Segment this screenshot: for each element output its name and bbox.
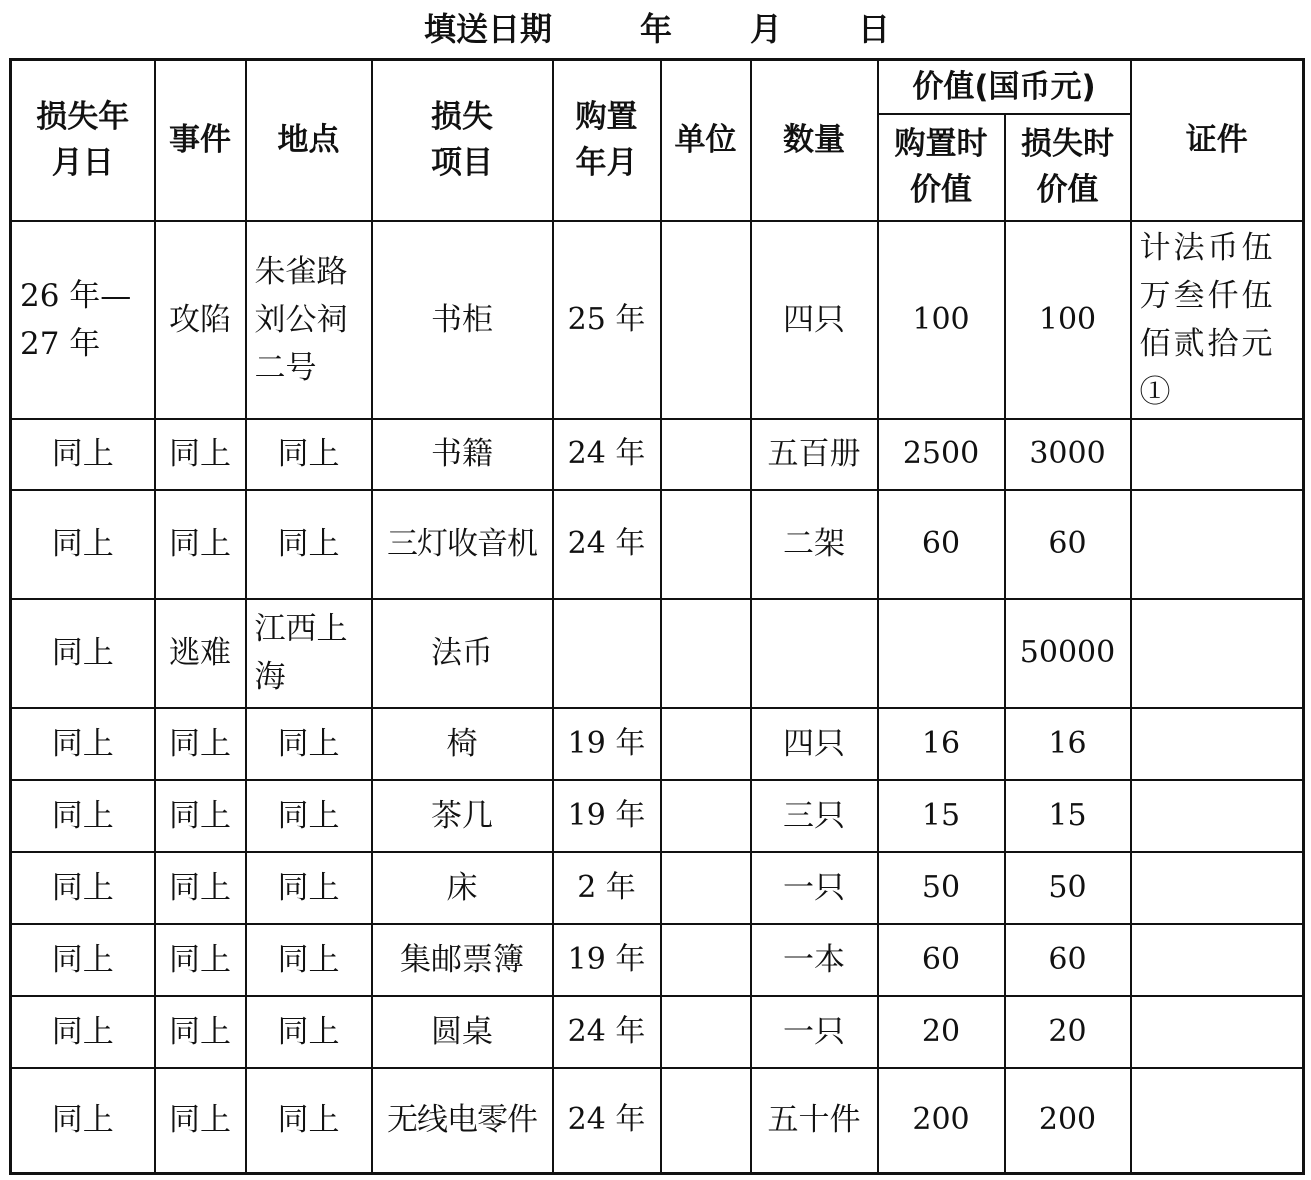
table-row — [11, 490, 1304, 599]
cell-item: 集邮票簿 — [372, 924, 553, 996]
cell-value-purchase: 60 — [878, 924, 1005, 996]
month-label: 月 — [750, 10, 783, 48]
cell-unit — [661, 599, 751, 708]
cell-quantity: 二架 — [751, 490, 878, 599]
cell-location: 同上 — [246, 996, 372, 1068]
cell-value-loss: 15 — [1005, 780, 1131, 852]
cell-location: 江西上海 — [246, 599, 372, 708]
cell-unit — [661, 924, 751, 996]
cell-unit — [661, 490, 751, 599]
cell-value-loss: 100 — [1005, 221, 1131, 419]
cell-value-purchase: 2500 — [878, 419, 1005, 490]
cell-item: 茶几 — [372, 780, 553, 852]
header-unit: 单位 — [661, 60, 751, 221]
cell-item: 法币 — [372, 599, 553, 708]
cell-loss-date: 26 年—27 年 — [11, 221, 155, 419]
cell-loss-date: 同上 — [11, 852, 155, 924]
cell-evidence — [1131, 1068, 1304, 1174]
table-row — [11, 852, 1304, 924]
cell-value-purchase: 60 — [878, 490, 1005, 599]
cell-evidence — [1131, 419, 1304, 490]
cell-quantity: 三只 — [751, 780, 878, 852]
cell-loss-date: 同上 — [11, 419, 155, 490]
property-loss-table — [9, 58, 1305, 1175]
day-label: 日 — [858, 10, 891, 48]
cell-value-loss: 60 — [1005, 490, 1131, 599]
cell-event: 同上 — [155, 996, 246, 1068]
cell-loss-date: 同上 — [11, 490, 155, 599]
cell-quantity: 一只 — [751, 996, 878, 1068]
header-location: 地点 — [246, 60, 372, 221]
cell-quantity: 四只 — [751, 221, 878, 419]
cell-value-purchase: 16 — [878, 708, 1005, 780]
cell-location: 同上 — [246, 780, 372, 852]
cell-purchase-date: 24 年 — [553, 1068, 661, 1174]
cell-loss-date: 同上 — [11, 780, 155, 852]
cell-location: 同上 — [246, 852, 372, 924]
header-purchase-date: 购置 年月 — [553, 60, 661, 221]
cell-value-loss: 60 — [1005, 924, 1131, 996]
cell-loss-date: 同上 — [11, 599, 155, 708]
table-row — [11, 780, 1304, 852]
cell-evidence — [1131, 780, 1304, 852]
header-value-at-loss: 损失时 价值 — [1005, 114, 1131, 221]
cell-unit — [661, 708, 751, 780]
table-row — [11, 708, 1304, 780]
cell-purchase-date: 24 年 — [553, 490, 661, 599]
cell-loss-date: 同上 — [11, 996, 155, 1068]
cell-quantity: 五十件 — [751, 1068, 878, 1174]
cell-value-loss: 50 — [1005, 852, 1131, 924]
cell-purchase-date: 19 年 — [553, 780, 661, 852]
cell-location: 同上 — [246, 419, 372, 490]
cell-event: 同上 — [155, 1068, 246, 1174]
cell-item: 床 — [372, 852, 553, 924]
cell-event: 攻陷 — [155, 221, 246, 419]
cell-evidence — [1131, 996, 1304, 1068]
cell-purchase-date: 25 年 — [553, 221, 661, 419]
cell-value-purchase — [878, 599, 1005, 708]
header-event: 事件 — [155, 60, 246, 221]
header-value-group: 价值(国币元) — [878, 60, 1131, 114]
cell-event: 同上 — [155, 924, 246, 996]
cell-value-loss: 3000 — [1005, 419, 1131, 490]
header-quantity: 数量 — [751, 60, 878, 221]
cell-event: 同上 — [155, 490, 246, 599]
cell-value-loss: 200 — [1005, 1068, 1131, 1174]
cell-evidence — [1131, 490, 1304, 599]
cell-purchase-date: 19 年 — [553, 708, 661, 780]
cell-unit — [661, 1068, 751, 1174]
cell-quantity: 一本 — [751, 924, 878, 996]
cell-event: 同上 — [155, 852, 246, 924]
cell-item: 椅 — [372, 708, 553, 780]
cell-evidence — [1131, 599, 1304, 708]
cell-item: 三灯收音机 — [372, 490, 553, 599]
cell-purchase-date: 19 年 — [553, 924, 661, 996]
cell-value-purchase: 100 — [878, 221, 1005, 419]
cell-item: 无线电零件 — [372, 1068, 553, 1174]
table-row — [11, 599, 1304, 708]
cell-unit — [661, 852, 751, 924]
cell-purchase-date: 24 年 — [553, 419, 661, 490]
cell-evidence — [1131, 924, 1304, 996]
header-loss-date: 损失年 月日 — [11, 60, 155, 221]
table-row — [11, 996, 1304, 1068]
cell-unit — [661, 780, 751, 852]
table-row — [11, 419, 1304, 490]
cell-location: 同上 — [246, 924, 372, 996]
cell-quantity: 一只 — [751, 852, 878, 924]
cell-purchase-date: 24 年 — [553, 996, 661, 1068]
date-label: 填送日期 — [424, 10, 553, 48]
cell-location: 朱雀路刘公祠二号 — [246, 221, 372, 419]
form-date-header — [0, 6, 1311, 52]
cell-purchase-date: 2 年 — [553, 852, 661, 924]
cell-value-purchase: 50 — [878, 852, 1005, 924]
cell-quantity: 五百册 — [751, 419, 878, 490]
cell-unit — [661, 419, 751, 490]
table-row — [11, 221, 1304, 419]
cell-loss-date: 同上 — [11, 924, 155, 996]
cell-item: 书籍 — [372, 419, 553, 490]
cell-quantity: 四只 — [751, 708, 878, 780]
year-label: 年 — [640, 10, 673, 48]
cell-value-loss: 16 — [1005, 708, 1131, 780]
cell-unit — [661, 996, 751, 1068]
cell-loss-date: 同上 — [11, 1068, 155, 1174]
cell-value-purchase: 200 — [878, 1068, 1005, 1174]
cell-quantity — [751, 599, 878, 708]
cell-event: 同上 — [155, 780, 246, 852]
cell-item: 圆桌 — [372, 996, 553, 1068]
header-evidence: 证件 — [1131, 60, 1304, 221]
header-loss-item: 损失 项目 — [372, 60, 553, 221]
cell-item: 书柜 — [372, 221, 553, 419]
table-row — [11, 1068, 1304, 1174]
cell-location: 同上 — [246, 708, 372, 780]
cell-evidence: 计法币伍万叁仟伍佰贰拾元① — [1131, 221, 1304, 419]
table-row — [11, 924, 1304, 996]
cell-value-loss: 20 — [1005, 996, 1131, 1068]
cell-event: 同上 — [155, 708, 246, 780]
cell-evidence — [1131, 852, 1304, 924]
header-row-1 — [11, 60, 1304, 114]
cell-event: 同上 — [155, 419, 246, 490]
cell-value-loss: 50000 — [1005, 599, 1131, 708]
cell-location: 同上 — [246, 1068, 372, 1174]
cell-value-purchase: 20 — [878, 996, 1005, 1068]
cell-event: 逃难 — [155, 599, 246, 708]
header-value-at-purchase: 购置时 价值 — [878, 114, 1005, 221]
cell-evidence — [1131, 708, 1304, 780]
cell-unit — [661, 221, 751, 419]
cell-value-purchase: 15 — [878, 780, 1005, 852]
cell-location: 同上 — [246, 490, 372, 599]
cell-purchase-date — [553, 599, 661, 708]
cell-loss-date: 同上 — [11, 708, 155, 780]
